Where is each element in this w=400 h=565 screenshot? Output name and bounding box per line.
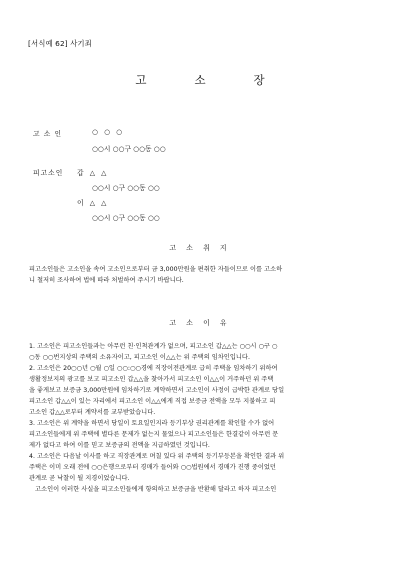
purpose-line: 피고소인들은 고소인을 속여 고소인으로부터 금 3,000만원을 편취한 자들이므로 이를 고소하 [29, 266, 283, 273]
reason-line: 제가 없다고 하여 이를 믿고 보증금의 전액을 지급하였던 것입니다. [29, 442, 210, 449]
defendant-1-name: 갑 △ △ [77, 169, 109, 177]
reason-line: 1. 고소인은 피고소인들과는 아무런 친·인척관계가 없으며, 피고소인 갑△△는 ○○시 ○구 ○ [29, 343, 278, 350]
reason-line: 주택은 이미 오래 전에 ○○은행으로부터 경매가 들어와 ○○법원에서 경매가 진행 중이었던 [29, 464, 276, 471]
title-char-3: 장 [253, 73, 265, 87]
form-label: [서식예 62] 사기죄 [28, 39, 92, 48]
purpose-heading: 고 소 취 지 [169, 244, 231, 252]
reason-line: 피고소인들에게 위 주택에 별다른 문제가 없는지 물었으나 피고소인들은 한결같이 아무런 문 [29, 431, 279, 438]
reason-line: 피고소인 갑△△이 있는 자리에서 피고소인 이△△에게 직접 보증금 전액을 모두 지불하고 피 [29, 398, 276, 405]
reason-line: 관계로 곧 낙찰이 될 지경이었습니다. [29, 475, 130, 482]
reason-line: 고소인이 이러한 사실을 피고소인들에게 항의하고 보증금을 반환해 달라고 하자 피고소인 [35, 486, 277, 493]
complainant-address: ○○시 ○○구 ○○동 ○○ [92, 145, 166, 153]
complainant-label: 고 소 인 [33, 130, 63, 138]
defendant-1-address: ○○시 ○구 ○○동 ○○ [92, 184, 160, 192]
reasons-paragraph [29, 341, 373, 495]
reason-line: 고소인 갑△△로부터 계약서를 교부받았습니다. [29, 409, 156, 416]
purpose-line: 니 철저히 조사하여 법에 따라 처벌하여 주시기 바랍니다. [29, 277, 184, 284]
reason-line: 을 좋게보고 보증금 3,000만원에 임차하기로 계약하면서 고소인이 사정이 급박한 관계로 당일 [29, 387, 285, 394]
reason-line: 2. 고소인은 20○○년 ○월 ○일 ○○:○○경에 직장이전관계로 급히 주택을 임차하기 위하여 [29, 365, 278, 372]
complainant-name: ○ ○ ○ [92, 128, 125, 136]
reason-line: ○동 ○○번지상의 주택의 소유자이고, 피고소인 이△△는 위 주택의 임차인입니다. [29, 354, 250, 361]
reasons-heading: 고 소 이 유 [169, 319, 231, 327]
title-char-2: 소 [194, 73, 206, 87]
reason-line: 생활정보지의 광고를 보고 피고소인 갑△△을 찾아가서 피고소인 이△△이 거주하던 위 주택 [29, 376, 274, 383]
defendant-2-address: ○○시 ○구 ○○동 ○○ [92, 214, 160, 222]
reason-line: 4. 고소인은 다음날 이사를 하고 직장관계로 며칠 있다 위 주택의 등기부등본을 확인한 결과 위 [29, 453, 285, 460]
reason-line: 3. 고소인은 위 계약을 하면서 당일이 토요일인지라 등기부상 권리관계를 확인할 수가 없어 [29, 420, 275, 427]
purpose-paragraph [29, 264, 373, 286]
title-char-1: 고 [135, 73, 147, 87]
defendants-label: 피고소인 [33, 169, 64, 177]
defendant-2-name: 이 △ △ [77, 199, 109, 207]
document-title [0, 72, 400, 88]
